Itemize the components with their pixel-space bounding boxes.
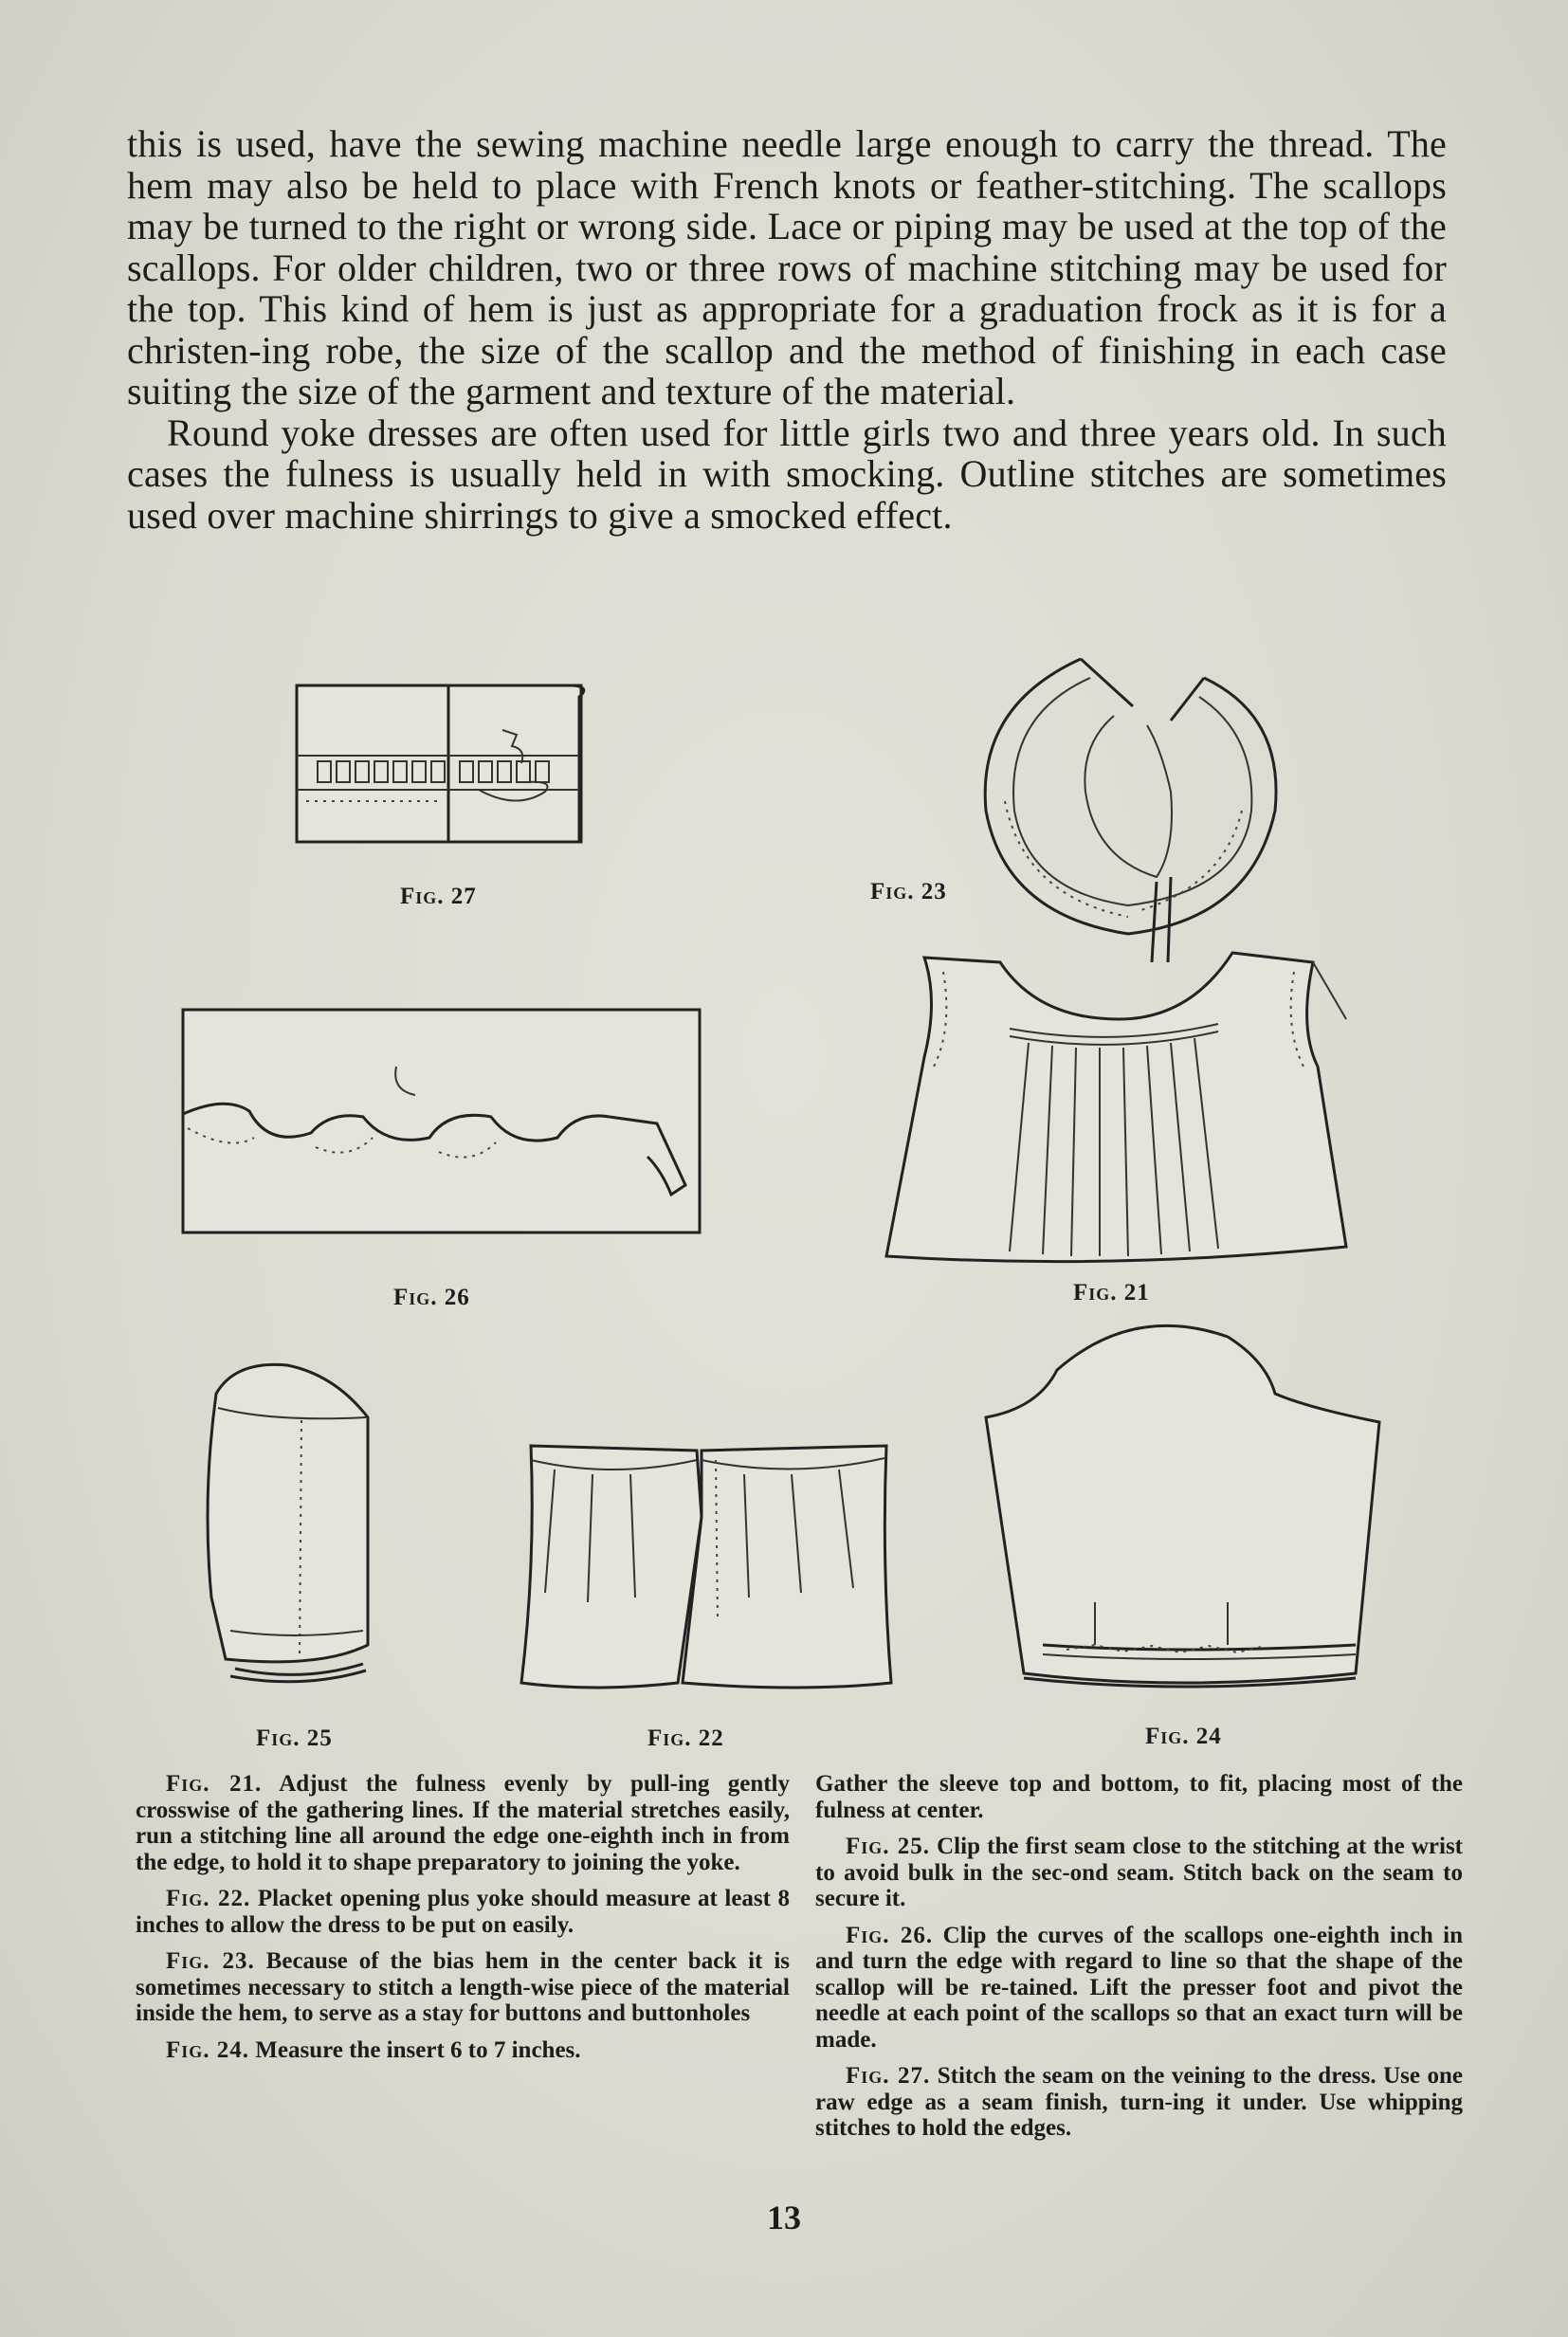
caption-fig-22	[136, 1886, 790, 1938]
caption-text: Stitch the seam on the veining to the dress. Use one raw edge as a seam finish, turn-ing it under. Use whipping stitches to hold the edges.	[815, 2063, 1463, 2141]
caption-tag: Fig. 27.	[846, 2063, 931, 2089]
caption-fig-24	[136, 2037, 790, 2064]
figure-24-illustration	[981, 1318, 1389, 1702]
caption-tag: Fig. 23.	[166, 1948, 255, 1974]
caption-text: Placket opening plus yoke should measure at least 8 inches to allow the dress to be put on easily.	[136, 1886, 790, 1938]
captions-left-column	[136, 1771, 790, 2073]
caption-tag: Fig. 26.	[846, 1922, 934, 1948]
figure-21-label: Fig. 21	[1073, 1280, 1150, 1305]
caption-fig-21	[136, 1771, 790, 1875]
figure-25-label: Fig. 25	[256, 1725, 333, 1751]
caption-text: Clip the curves of the scallops one-eighth inch in and turn the edge with regard to line so that the shape of the scallop will be re-tained. Lift the presser foot and pivot the needle at each point of the scallops so that an exact turn will be made.	[815, 1922, 1463, 2053]
caption-tag: Fig. 25.	[846, 1834, 930, 1859]
page-number: 13	[767, 2199, 801, 2237]
figure-22-illustration	[517, 1432, 896, 1697]
figure-22-label: Fig. 22	[647, 1725, 724, 1751]
figure-21-illustration	[867, 943, 1375, 1270]
figure-24-label: Fig. 24	[1145, 1724, 1222, 1749]
figure-23-illustration	[967, 649, 1289, 962]
body-paragraph-2: Round yoke dresses are often used for little girls two and three years old. In such cases the fulness is usually held in with smocking. Outline stitches are sometimes used over machine shirrings to give a smocked effect.	[127, 411, 1447, 537]
figure-27-label: Fig. 27	[400, 884, 477, 909]
caption-fig-24-continuation: Gather the sleeve top and bottom, to fit, placing most of the fulness at center.	[815, 1771, 1463, 1823]
caption-text: Adjust the fulness evenly by pull-ing gently crosswise of the gathering lines. If the material stretches easily, run a stitching line all around the edge one-eighth inch in from the edge, to hold it to shape preparatory to joining the yoke.	[136, 1771, 790, 1875]
caption-tag: Fig. 21.	[166, 1771, 263, 1797]
caption-fig-26	[815, 1923, 1463, 2054]
caption-text: Measure the insert 6 to 7 inches.	[249, 2036, 581, 2063]
figure-26-label: Fig. 26	[393, 1285, 470, 1310]
caption-tag: Fig. 22.	[166, 1886, 251, 1911]
caption-tag: Fig. 24.	[166, 2036, 250, 2063]
caption-fig-27	[815, 2063, 1463, 2142]
captions-right-column	[815, 1771, 1463, 2152]
caption-fig-25	[815, 1834, 1463, 1912]
figure-25-illustration	[197, 1356, 377, 1697]
figure-23-label: Fig. 23	[870, 879, 947, 904]
caption-text: Clip the first seam close to the stitching at the wrist to avoid bulk in the sec-ond seam. Stitch back on the seam to secure it.	[815, 1834, 1463, 1911]
body-text	[127, 123, 1447, 536]
figure-26-illustration	[178, 1005, 709, 1237]
figure-27-illustration	[289, 678, 593, 853]
body-paragraph-1: this is used, have the sewing machine needle large enough to carry the thread. The hem may also be held to place with French knots or feather-stitching. The scallops may be turned to the right or wrong side. Lace or piping may be used at the top of the scallops. For older children, two or three rows of machine stitching may be used for the top. This kind of hem is just as appropriate for a graduation frock as it is for a christen-ing robe, the size of the scallop and the method of finishing in each case suiting the size of the garment and texture of the material.	[127, 122, 1447, 412]
caption-fig-23	[136, 1948, 790, 2027]
caption-text: Because of the bias hem in the center back it is sometimes necessary to stitch a length-wise piece of the material inside the hem, to serve as a stay for buttons and buttonholes	[136, 1948, 790, 2026]
